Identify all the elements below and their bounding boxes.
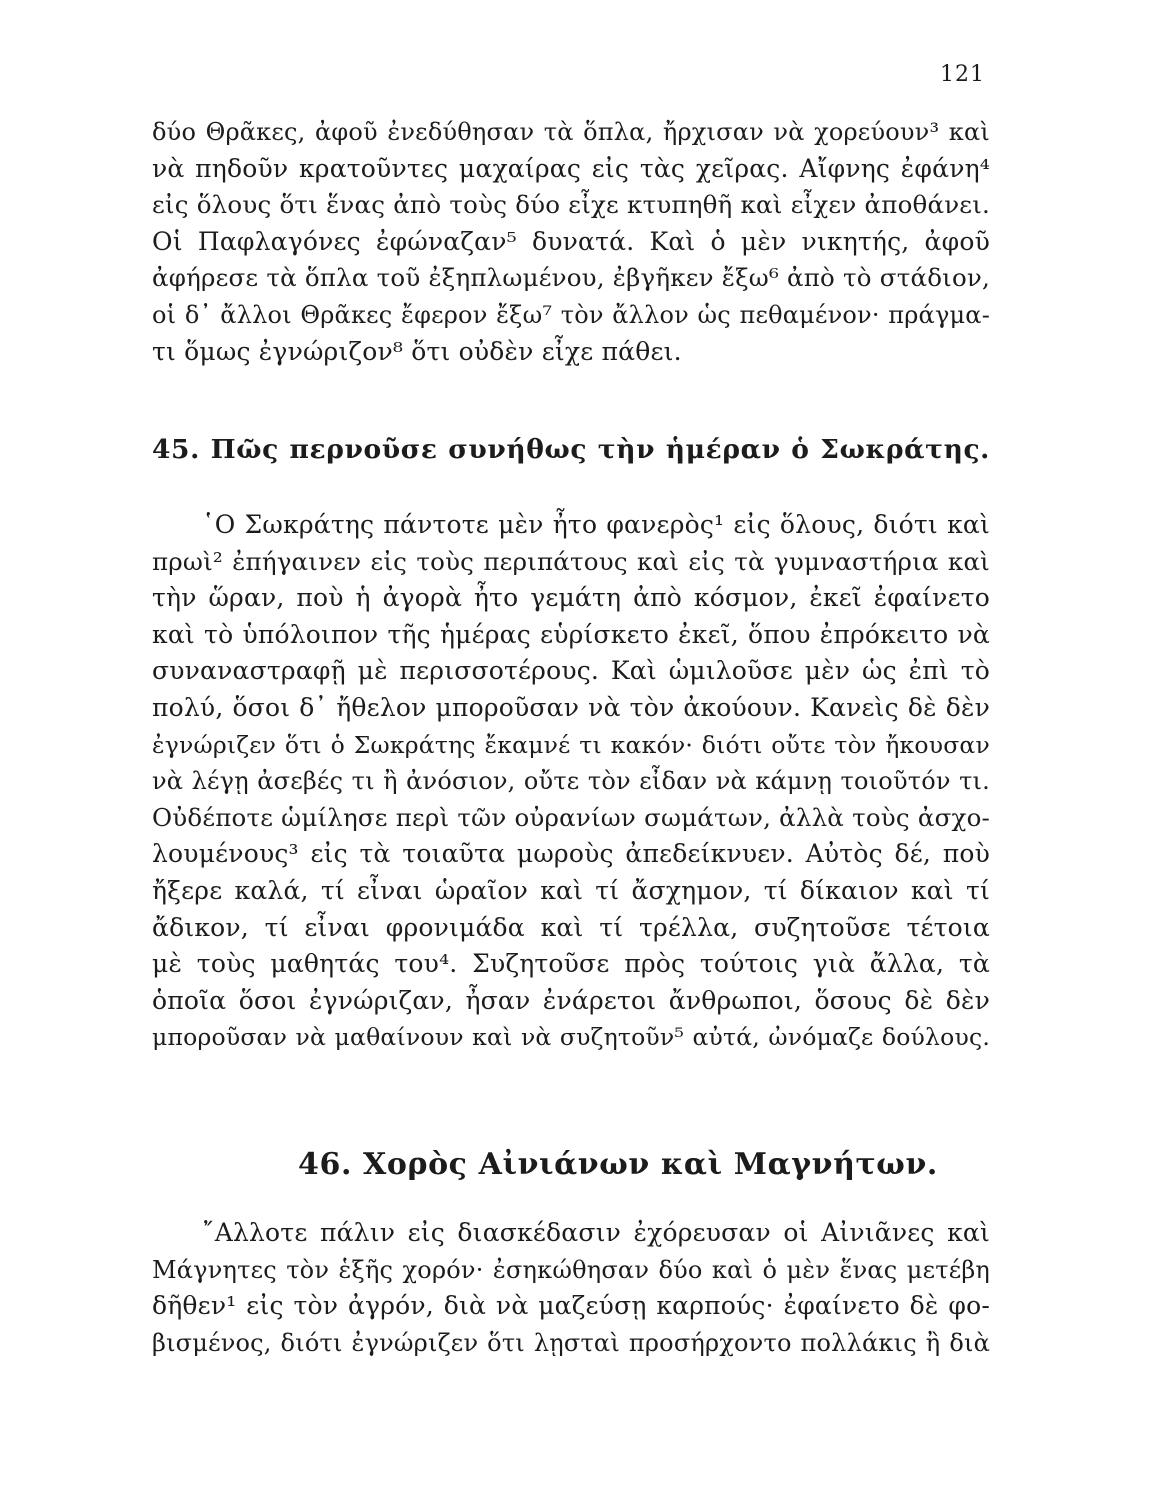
- text-line: οἱ δ᾽ ἄλλοι Θρᾶκες ἔφερον ἔξω⁷ τὸν ἄλλον ὡς πεθαμένον· πράγμα-: [152, 300, 990, 329]
- section-heading-46: 46. Χορὸς Αἰνιάνων καὶ Μαγνήτων.: [298, 1147, 938, 1182]
- text-line: μὲ τοὺς μαθητάς του⁴. Συζητοῦσε πρὸς τούτοις γιὰ ἄλλα, τὰ: [152, 949, 990, 979]
- text-line: πολύ, ὅσοι δ᾽ ἤθελον μποροῦσαν νὰ τὸν ἀκούουν. Κανεὶς δὲ δὲν: [152, 692, 990, 722]
- text-line: καὶ τὸ ὑπόλοιπον τῆς ἡμέρας εὑρίσκετο ἐκεῖ, ὅπου ἐπρόκειτο νὰ: [152, 619, 990, 649]
- text-line: ἤξερε καλά, τί εἶναι ὡραῖον καὶ τί ἄσχημον, τί δίκαιον καὶ τί: [152, 875, 990, 905]
- text-line: δῆθεν¹ εἰς τὸν ἀγρόν, διὰ νὰ μαζεύσῃ καρπούς· ἐφαίνετο δὲ φο-: [152, 1291, 990, 1321]
- text-line: πρωὶ² ἐπήγαινεν εἰς τοὺς περιπάτους καὶ εἰς τὰ γυμναστήρια καὶ: [152, 546, 990, 576]
- text-line: τι ὅμως ἐγνώριζον⁸ ὅτι οὐδὲν εἶχε πάθει.: [152, 336, 682, 366]
- text-line: λουμένους³ εἰς τὰ τοιαῦτα μωροὺς ἀπεδείκνυεν. Αὐτὸς δέ, ποὺ: [152, 839, 990, 869]
- text-line: συναναστραφῇ μὲ περισσοτέρους. Καὶ ὡμιλοῦσε μὲν ὡς ἐπὶ τὸ: [152, 656, 990, 686]
- text-line: Οἱ Παφλαγόνες ἐφώναζαν⁵ δυνατά. Καὶ ὁ μὲν νικητής, ἀφοῦ: [152, 226, 990, 256]
- page-number: 121: [940, 62, 985, 87]
- text-line: Μάγνητες τὸν ἑξῆς χορόν· ἐσηκώθησαν δύο καὶ ὁ μὲν ἕνας μετέβη: [152, 1255, 990, 1284]
- text-line: εἰς ὅλους ὅτι ἕνας ἀπὸ τοὺς δύο εἶχε κτυπηθῆ καὶ εἶχεν ἀποθάνει.: [152, 190, 990, 220]
- text-line: τὴν ὥραν, ποὺ ἡ ἀγορὰ ἦτο γεμάτη ἀπὸ κόσμον, ἐκεῖ ἐφαίνετο: [152, 583, 990, 613]
- paragraph-1: [152, 114, 990, 370]
- text-line: ὁποῖα ὅσοι ἐγνώριζαν, ἦσαν ἐνάρετοι ἄνθρωποι, ὅσους δὲ δὲν: [152, 985, 990, 1015]
- text-line: Οὐδέποτε ὡμίλησε περὶ τῶν οὐρανίων σωμάτων, ἀλλὰ τοὺς ἀσχο-: [152, 802, 990, 832]
- text-line: μποροῦσαν νὰ μαθαίνουν καὶ νὰ συζητοῦν⁵ αὐτά, ὠνόμαζε δούλους.: [152, 1023, 990, 1052]
- text-line: δύο Θρᾶκες, ἀφοῦ ἐνεδύθησαν τὰ ὅπλα, ἤρχισαν νὰ χορεύουν³ καὶ: [152, 118, 990, 146]
- text-line: ῾Ο Σωκράτης πάντοτε μὲν ἦτο φανερὸς¹ εἰς ὅλους, διότι καὶ: [202, 510, 990, 539]
- section-heading-45: 45. Πῶς περνοῦσε συνήθως τὴν ἡμέραν ὁ Σωκράτης.: [152, 434, 990, 465]
- text-line: ἀφήρεσε τὰ ὅπλα τοῦ ἐξηπλωμένου, ἐβγῆκεν ἔξω⁶ ἀπὸ τὸ στάδιον,: [152, 263, 990, 293]
- text-line: βισμένος, διότι ἐγνώριζεν ὅτι λῃσταὶ προσήρχοντο πολλάκις ἢ διὰ: [152, 1328, 990, 1357]
- text-line: ἄδικον, τί εἶναι φρονιμάδα καὶ τί τρέλλα, συζητοῦσε τέτοια: [152, 912, 990, 942]
- paragraph-2: [152, 507, 990, 1056]
- paragraph-3: [152, 1215, 990, 1361]
- text-line: ῎Αλλοτε πάλιν εἰς διασκέδασιν ἐχόρευσαν οἱ Αἰνιᾶνες καὶ: [202, 1218, 990, 1247]
- text-line: ἐγνώριζεν ὅτι ὁ Σωκράτης ἔκαμνέ τι κακόν· διότι οὔτε τὸν ἤκουσαν: [152, 730, 990, 759]
- text-line: νὰ πηδοῦν κρατοῦντες μαχαίρας εἰς τὰς χεῖρας. Αἴφνης ἐφάνη⁴: [152, 153, 990, 183]
- text-line: νὰ λέγῃ ἀσεβές τι ἢ ἀνόσιον, οὔτε τὸν εἶδαν νὰ κάμνῃ τοιοῦτόν τι.: [152, 767, 990, 796]
